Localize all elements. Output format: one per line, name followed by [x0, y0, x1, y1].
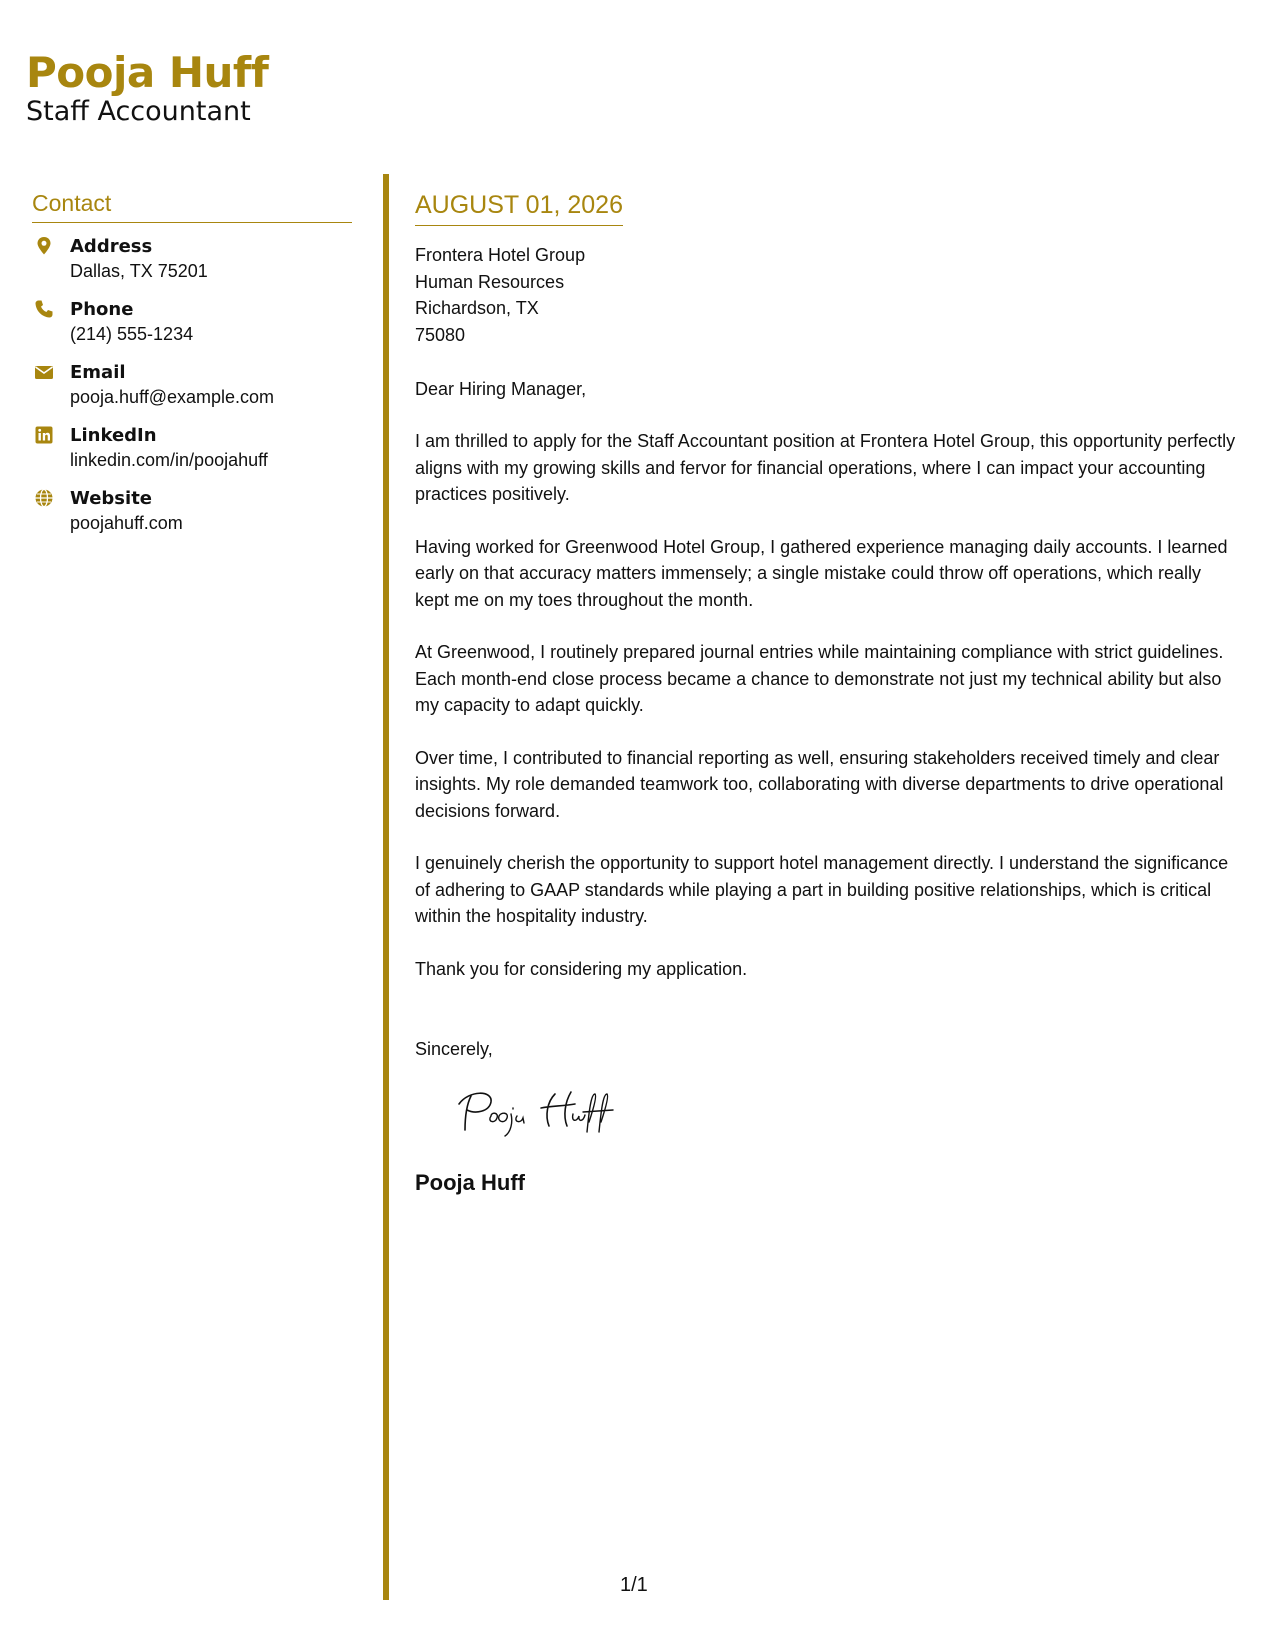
contact-list: [32, 235, 352, 550]
recipient-line: 75080: [415, 324, 466, 345]
contact-value: (214) 555-1234: [70, 324, 194, 344]
contact-item-address: [32, 235, 352, 298]
globe-icon: [34, 488, 54, 508]
letter-body: [415, 188, 1240, 1197]
salutation: Dear Hiring Manager,: [415, 379, 587, 399]
contact-value: Dallas, TX 75201: [70, 261, 208, 281]
contact-item-linkedin: [32, 424, 352, 487]
phone-icon: [34, 299, 54, 319]
vertical-divider: [383, 174, 389, 1600]
recipient-line: Frontera Hotel Group: [415, 245, 586, 265]
contact-label: Website: [70, 488, 153, 509]
recipient-address: [415, 242, 1240, 348]
closing: Sincerely,: [415, 1039, 493, 1059]
contact-value: poojahuff.com: [70, 513, 183, 533]
contact-heading: Contact: [32, 188, 352, 223]
signature-image: [451, 1082, 651, 1142]
contact-label: Email: [70, 362, 126, 383]
contact-label: LinkedIn: [70, 425, 157, 446]
contact-value: linkedin.com/in/poojahuff: [70, 450, 268, 470]
signer-name: Pooja Huff: [415, 1170, 525, 1195]
letter-paragraph: Over time, I contributed to financial reporting as well, ensuring stakeholders received timely and clear insights. My role demanded teamwork too, collaborating with diverse departments to drive operational decisions forward.: [415, 747, 1224, 821]
letter-paragraph: I genuinely cherish the opportunity to support hotel management directly. I understand the significance of adhering to GAAP standards while playing a part in building positive relationships, which is critical within the hospitality industry.: [415, 853, 1229, 926]
letter-paragraph: Thank you for considering my application.: [415, 958, 748, 979]
letter-paragraph: At Greenwood, I routinely prepared journal entries while maintaining compliance with strict guidelines. Each month-end close process became a chance to demonstrate not just my technical ability but also my capacity to adapt quickly.: [415, 642, 1224, 715]
applicant-name: Pooja Huff: [26, 48, 269, 97]
applicant-title: Staff Accountant: [26, 96, 251, 127]
letter-date: AUGUST 01, 2026: [415, 188, 623, 226]
contact-item-phone: [32, 298, 352, 361]
letter-paragraph: I am thrilled to apply for the Staff Accountant position at Frontera Hotel Group, this opportunity perfectly aligns with my growing skills and fervor for financial operations, where I can impact your accounting practices positively.: [415, 431, 1236, 504]
resume-header: [26, 48, 268, 128]
contact-label: Address: [70, 236, 153, 257]
letter-paragraph: Having worked for Greenwood Hotel Group, I gathered experience managing daily accounts. I learned early on that accuracy matters immensely; a single mistake could throw off operations, which really kept me on my toes throughout the month.: [415, 536, 1228, 610]
contact-item-website: [32, 487, 352, 550]
envelope-icon: [34, 362, 54, 382]
contact-value: pooja.huff@example.com: [70, 387, 275, 407]
contact-sidebar: [32, 188, 352, 550]
recipient-line: Richardson, TX: [415, 298, 539, 318]
linkedin-icon: [34, 425, 54, 445]
contact-item-email: [32, 361, 352, 424]
recipient-line: Human Resources: [415, 271, 565, 292]
map-pin-icon: [34, 236, 54, 256]
page-number: 1/1: [620, 1574, 648, 1596]
contact-label: Phone: [70, 299, 134, 320]
